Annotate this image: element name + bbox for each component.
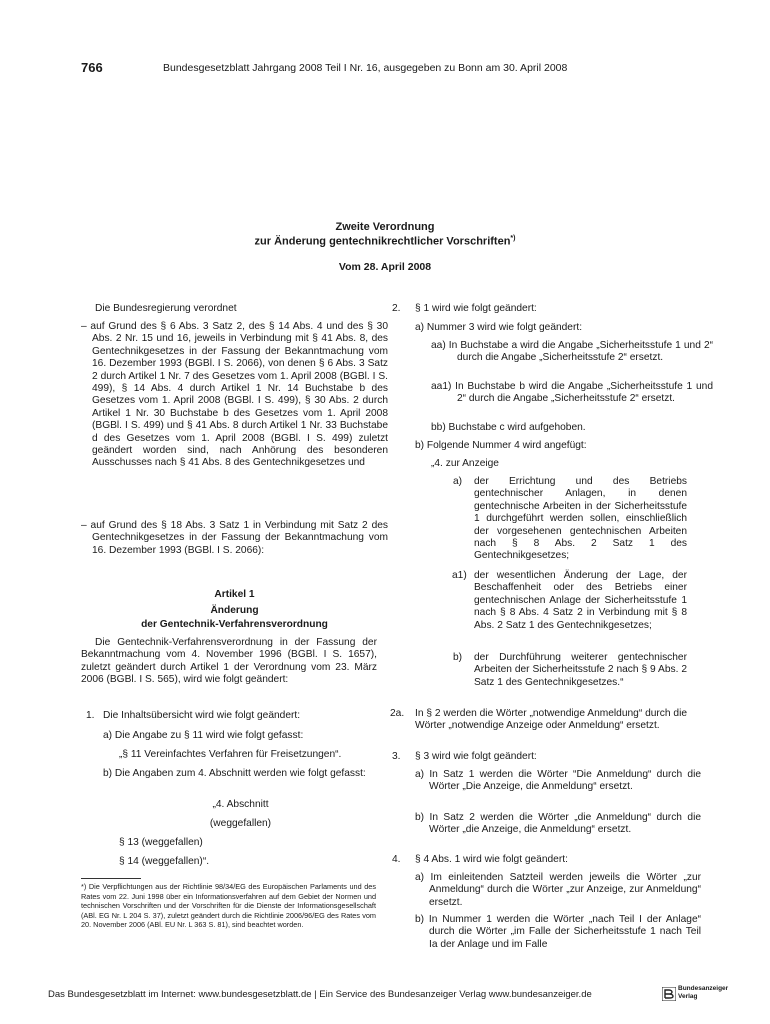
article-number: Artikel 1 <box>214 589 255 600</box>
footer-text: Das Bundesgesetzblatt im Internet: www.bundesgesetzblatt.de | Ein Service des Bundesanzeiger Verlag www.bundesanzeiger.de <box>48 989 592 1000</box>
publisher-logo <box>662 985 730 1007</box>
item-2b-text: b) Folgende Nummer 4 wird angefügt: <box>415 440 587 451</box>
document-date: Vom 28. April 2008 <box>338 261 432 273</box>
item-3-number: 3. <box>392 751 401 762</box>
item-1a-quote: „§ 11 Vereinfachtes Verfahren für Freisetzungen“. <box>119 749 342 760</box>
item-4a-text: a) Im einleitenden Satzteil werden jeweils die Wörter „zur Anmeldung“ durch die Wörter „zur Anzeige, zur Anmeldung“ ersetzt. <box>415 872 701 908</box>
item-2a-bb: bb) Buchstabe c wird aufgehoben. <box>431 422 586 433</box>
item-3b-text: b) In Satz 2 werden die Wörter „die Anmeldung“ durch die Wörter „die Anzeige, die Anmeldung“ ersetzt. <box>415 812 701 836</box>
item-1-number: 1. <box>86 710 95 721</box>
item-2a-insert-text: In § 2 werden die Wörter „notwendige Anmeldung“ durch die Wörter „notwendige Anzeige oder Anmeldung“ ersetzt. <box>415 708 687 732</box>
item-1b-text: b) Die Angaben zum 4. Abschnitt werden wie folgt gefasst: <box>103 768 366 779</box>
item-4b-text: b) In Nummer 1 werden die Wörter „nach Teil I der Anlage“ durch die Wörter „im Falle der Sicherheitsstufe 1 nach Teil Ia der Anlage und im Falle <box>415 914 701 950</box>
preamble-intro: Die Bundesregierung verordnet <box>95 303 237 314</box>
footnote-divider <box>81 878 141 879</box>
publisher-logo-icon <box>662 987 676 1001</box>
item-2a-insert-number: 2a. <box>390 708 405 719</box>
item-2b-quote: „4. zur Anzeige <box>431 458 499 469</box>
item-2-number: 2. <box>392 303 401 314</box>
item-2a-text: a) Nummer 3 wird wie folgt geändert: <box>415 322 583 333</box>
preamble-clause-2: – auf Grund des § 18 Abs. 3 Satz 1 in Verbindung mit Satz 2 des Gentechnikgesetzes in der Fassung der Bekanntmachung vom 16. Dezember 1993 (BGBl. I S. 2066): <box>81 520 388 556</box>
item-3-text: § 3 wird wie folgt geändert: <box>415 751 537 762</box>
item-2b-a1-label: a1) <box>452 570 467 581</box>
item-1a-text: a) Die Angabe zu § 11 wird wie folgt gefasst: <box>103 730 304 741</box>
item-2a-aa: aa) In Buchstabe a wird die Angabe „Sicherheitsstufe 1 und 2“ durch die Angabe „Sicherheitsstufe 2“ ersetzt. <box>431 340 713 364</box>
footnote: *) Die Verpflichtungen aus der Richtlinie 98/34/EG des Europäischen Parlaments und des Rates vom 22. Juni 1998 über ein Informationsverfahren auf dem Gebiet der Normen und technischen Vorschriften und der Vorschriften für die Dienste der Informationsgesellschaft (ABl. EG Nr. L 204 S. 37), zuletzt geändert durch die Richtlinie 2006/96/EG des Rates vom 20. November 2006 (ABl. EU Nr. L 363 S. 81), sind beachtet worden. <box>81 882 376 929</box>
document-subtitle: zur Änderung gentechnikrechtlicher Vorschriften*) <box>254 235 516 248</box>
document-title: Zweite Verordnung <box>335 221 435 233</box>
item-1b-quote-1: „4. Abschnitt <box>212 799 269 810</box>
item-2b-a1-text: der wesentlichen Änderung der Lage, der Beschaffenheit oder des Betriebs einer gentechnischen Anlage der Sicherheitsstufe 1 nach § 8 Abs. 4 Satz 2 in Verbindung mit § 8 Abs. 2 Satz 1 des Gentechnikgesetzes; <box>474 570 687 631</box>
item-2b-b-label: b) <box>453 652 463 663</box>
item-4-text: § 4 Abs. 1 wird wie folgt geändert: <box>415 854 568 865</box>
item-2b-a-text: der Errichtung und des Betriebs gentechnischer Anlagen, in denen gentechnische Arbeiten in der Sicherheitsstufe 1 durchgeführt werden sollen, einschließlich der vorgesehenen gentechnischen Arbeiten nach § 8 Abs. 2 Satz 1 des Gentechnikgesetzes; <box>474 476 687 562</box>
item-2a-aa1: aa1) In Buchstabe b wird die Angabe „Sicherheitsstufe 1 und 2“ durch die Angabe „Sicherheitsstufe 2“ ersetzt. <box>431 381 713 405</box>
article-title-line-2: der Gentechnik-Verfahrensverordnung <box>141 619 328 630</box>
item-1b-quote-2: (weggefallen) <box>209 818 272 829</box>
item-4-number: 4. <box>392 854 401 865</box>
running-header: Bundesgesetzblatt Jahrgang 2008 Teil I Nr. 16, ausgegeben zu Bonn am 30. April 2008 <box>163 62 568 74</box>
page-number: 766 <box>81 60 103 75</box>
item-3a-text: a) In Satz 1 werden die Wörter “Die Anmeldung“ durch die Wörter „Die Anzeige, die Anmeldung“ ersetzt. <box>415 769 701 793</box>
item-1-text: Die Inhaltsübersicht wird wie folgt geändert: <box>103 710 301 721</box>
article-intro: Die Gentechnik-Verfahrensverordnung in der Fassung der Bekanntmachung vom 4. November 1996 (BGBl. I S. 1657), zuletzt geändert durch Artikel 1 der Verordnung vom 23. März 2006 (BGBl. I S. 565), wird wie folgt geändert: <box>81 637 377 686</box>
item-1b-quote-4: § 14 (weggefallen)“. <box>119 856 210 867</box>
article-title-line-1: Änderung <box>210 605 259 616</box>
logo-line-1: Bundesanzeiger <box>678 985 729 992</box>
preamble-clause-1: – auf Grund des § 6 Abs. 3 Satz 2, des § 14 Abs. 4 und des § 30 Abs. 2 Nr. 15 und 16, jeweils in Verbindung mit § 41 Abs. 8, des Gentechnikgesetzes in der Fassung der Bekanntmachung vom 16. Dezember 1993 (BGBl. I S. 2066), von denen § 6 Abs. 3 Satz 2 durch Artikel 1 Nr. 7 des Gesetzes vom 1. April 2008 (BGBl. I S. 499), § 14 Abs. 4 durch Artikel 1 Nr. 14 Buchstabe b des Gesetzes vom 1. April 2008 (BGBl. I S. 499), § 30 Abs. 2 durch Artikel 1 Nr. 30 Buchstabe b des Gesetzes vom 1. April 2008 (BGBl. I S. 499) und § 41 Abs. 8 durch Artikel 1 Nr. 33 Buchstabe d des Gesetzes vom 1. April 2008 (BGBl. I S. 499) zuletzt geändert worden sind, nach Anhörung des besonderen Ausschusses nach § 41 Abs. 8 des Gentechnikgesetzes und <box>81 321 388 469</box>
item-2-text: § 1 wird wie folgt geändert: <box>415 303 537 314</box>
item-2b-a-label: a) <box>453 476 463 487</box>
logo-line-2: Verlag <box>678 992 698 1000</box>
item-2b-b-text: der Durchführung weiterer gentechnischer Arbeiten der Sicherheitsstufe 2 nach § 9 Abs. 2 Satz 1 des Gentechnikgesetzes.“ <box>474 652 687 688</box>
item-1b-quote-3: § 13 (weggefallen) <box>119 837 203 848</box>
footnote-mark: *) <box>510 235 516 242</box>
